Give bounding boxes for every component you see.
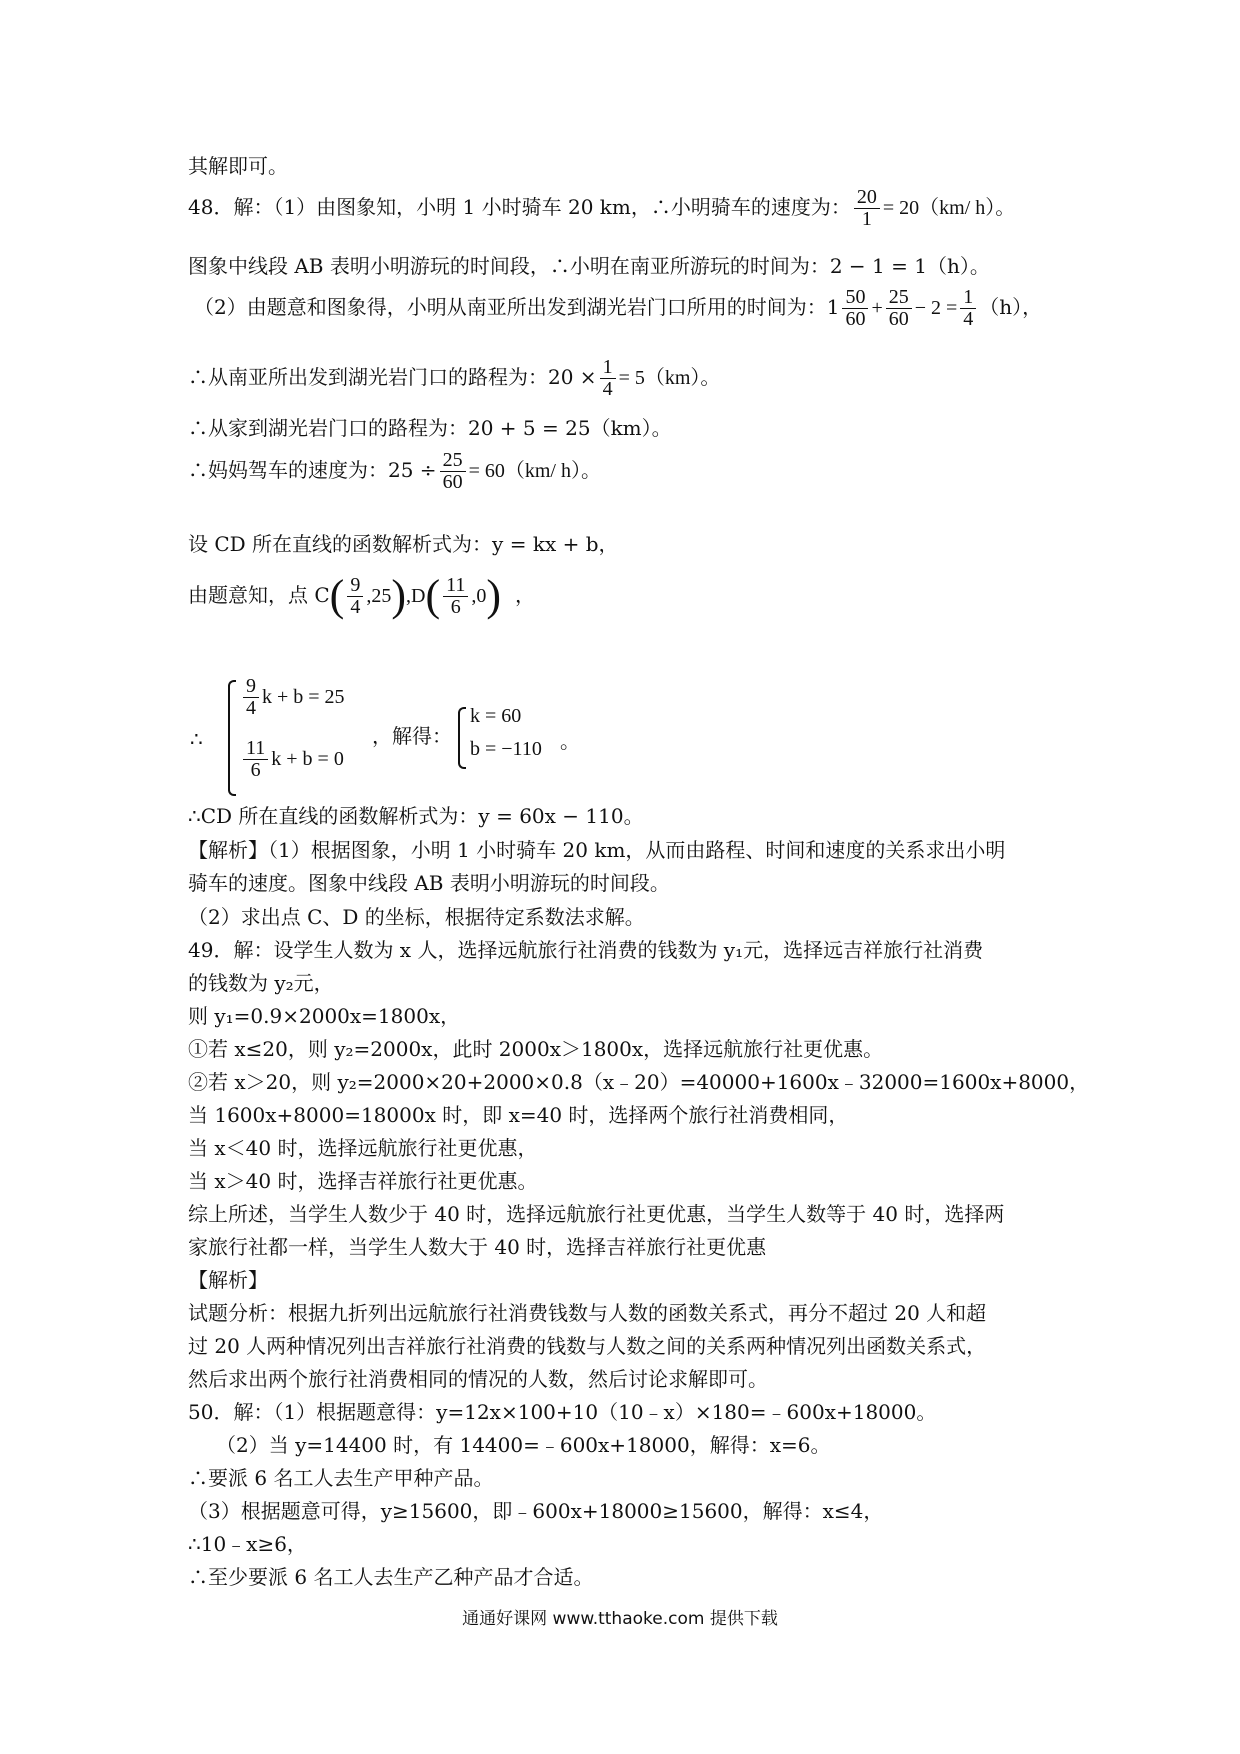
text: ∴从南亚所出发到湖光岩门口的路程为：20 × [188, 365, 597, 389]
text-line: 则 y₁=0.9×2000x=1800x， [188, 1004, 461, 1028]
fraction: $\frac{50}{60}$ [842, 287, 868, 330]
fraction: $\frac{20}{1}$ [854, 187, 880, 230]
text-line: （3）根据题意可得，y≥15600，即﹣600x+18000≥15600，解得：x≤4， [188, 1499, 884, 1523]
solution-b: b = −110 [470, 738, 542, 760]
text-line: ∴至少要派 6 名工人去生产乙种产品才合适。 [188, 1565, 594, 1589]
text: k + b = 25 [262, 686, 345, 708]
text-line: 然后求出两个旅行社消费相同的情况的人数，然后讨论求解即可。 [188, 1367, 768, 1391]
left-paren: ( [425, 571, 441, 620]
left-brace [458, 707, 466, 769]
text: ， [515, 582, 536, 607]
text: ,0 [471, 584, 487, 607]
therefore-symbol: ∴ [190, 727, 203, 751]
text-line: 设 CD 所在直线的函数解析式为：y = kx + b， [188, 532, 619, 556]
text: = 5（km）。 [618, 367, 721, 389]
text: = 60（km/ h）。 [468, 460, 601, 482]
text-line: ∴CD 所在直线的函数解析式为：y = 60x − 110。 [188, 804, 644, 828]
fraction: $\frac{9}{4}$ [347, 575, 363, 618]
text-line: （2）当 y=14400 时，有 14400=﹣600x+18000，解得：x=6。 [216, 1433, 831, 1457]
fraction: $\frac{11}{6}$ [443, 575, 468, 618]
text-line: 过 20 人两种情况列出吉祥旅行社消费的钱数与人数之间的关系两种情况列出函数关系式， [188, 1334, 987, 1358]
text: ,D [405, 584, 426, 607]
text-line: 50．解：（1）根据题意得：y=12x×100+10（10﹣x）×180=﹣600x+18000。 [188, 1400, 937, 1424]
text-line-with-fraction [188, 187, 1015, 230]
right-paren: ) [391, 571, 406, 620]
operator: + [871, 297, 883, 319]
text: 由题意知，点 C [188, 582, 330, 607]
text-line: 的钱数为 y₂元， [188, 971, 334, 995]
text: ,25 [366, 584, 392, 607]
text-line: ②若 x＞20，则 y₂=2000×20+2000×0.8（x﹣20）=40000+1600x﹣32000=1600x+8000， [188, 1070, 1090, 1094]
text-line: 试题分析：根据九折列出远航旅行社消费钱数与人数的函数关系式，再分不超过 20 人和超 [188, 1301, 987, 1325]
text-line-with-fraction [188, 357, 720, 400]
text-line: 综上所述，当学生人数少于 40 时，选择远航旅行社更优惠，当学生人数等于 40 时，选择两 [188, 1202, 1005, 1226]
text-line-with-fraction [194, 287, 1042, 330]
text: − 2 = [914, 297, 958, 319]
text: （h）， [979, 295, 1043, 319]
text-line: 当 1600x+8000=18000x 时，即 x=40 时，选择两个旅行社消费相同， [188, 1103, 849, 1127]
fraction: $\frac{11}{6}$ [243, 738, 268, 781]
fraction: $\frac{25}{60}$ [440, 450, 466, 493]
text-line: 骑车的速度。图象中线段 AB 表明小明游玩的时间段。 [188, 871, 670, 895]
text-line-with-points [188, 570, 535, 623]
text-line: 当 x＜40 时，选择远航旅行社更优惠， [188, 1136, 538, 1160]
fraction: $\frac{1}{4}$ [960, 287, 976, 330]
text: 48．解：（1）由图象知，小明 1 小时骑车 20 km，∴小明骑车的速度为： [188, 195, 851, 219]
left-paren: ( [329, 571, 345, 620]
text-line: ①若 x≤20，则 y₂=2000x，此时 2000x＞1800x，选择远航旅行社更优惠。 [188, 1037, 884, 1061]
fraction: $\frac{9}{4}$ [243, 676, 259, 719]
text-line: 其解即可。 [188, 154, 288, 178]
text-line: ∴从家到湖光岩门口的路程为：20 + 5 = 25（km）。 [188, 416, 672, 440]
equation-1 [240, 676, 345, 719]
text-line: 图象中线段 AB 表明小明游玩的时间段，∴小明在南亚所游玩的时间为：2 − 1 = 1（h）。 [188, 254, 990, 278]
text-line: ∴10﹣x≥6， [188, 1532, 307, 1556]
text-line-with-fraction [188, 450, 601, 493]
page-footer: 通通好课网 www.tthaoke.com 提供下载 [462, 1609, 778, 1629]
text-line: 【解析】（1）根据图象，小明 1 小时骑车 20 km，从而由路程、时间和速度的关系求出小明 [188, 838, 1006, 862]
text: = 20（km/ h）。 [882, 197, 1016, 219]
solve-label: ，解得： [372, 724, 452, 748]
text: 。 [560, 729, 580, 753]
text: k + b = 0 [271, 748, 344, 770]
fraction: $\frac{25}{60}$ [886, 287, 912, 330]
equation-2 [240, 738, 344, 781]
text-line: （2）求出点 C、D 的坐标，根据待定系数法求解。 [188, 905, 645, 929]
text-line: 【解析】 [188, 1268, 268, 1292]
text-line: ∴要派 6 名工人去生产甲种产品。 [188, 1466, 494, 1490]
left-brace [228, 680, 236, 796]
fraction: $\frac{1}{4}$ [600, 357, 616, 400]
text: （2）由题意和图象得，小明从南亚所出发到湖光岩门口所用的时间为：1 [194, 295, 840, 319]
text: ∴妈妈驾车的速度为：25 ÷ [188, 458, 437, 482]
text-line: 家旅行社都一样，当学生人数大于 40 时，选择吉祥旅行社更优惠 [188, 1235, 767, 1259]
right-paren: ) [486, 571, 502, 620]
solution-k: k = 60 [470, 705, 522, 727]
text-line: 49．解：设学生人数为 x 人，选择远航旅行社消费的钱数为 y₁元，选择远吉祥旅行社消费 [188, 938, 984, 962]
text-line: 当 x＞40 时，选择吉祥旅行社更优惠。 [188, 1169, 538, 1193]
